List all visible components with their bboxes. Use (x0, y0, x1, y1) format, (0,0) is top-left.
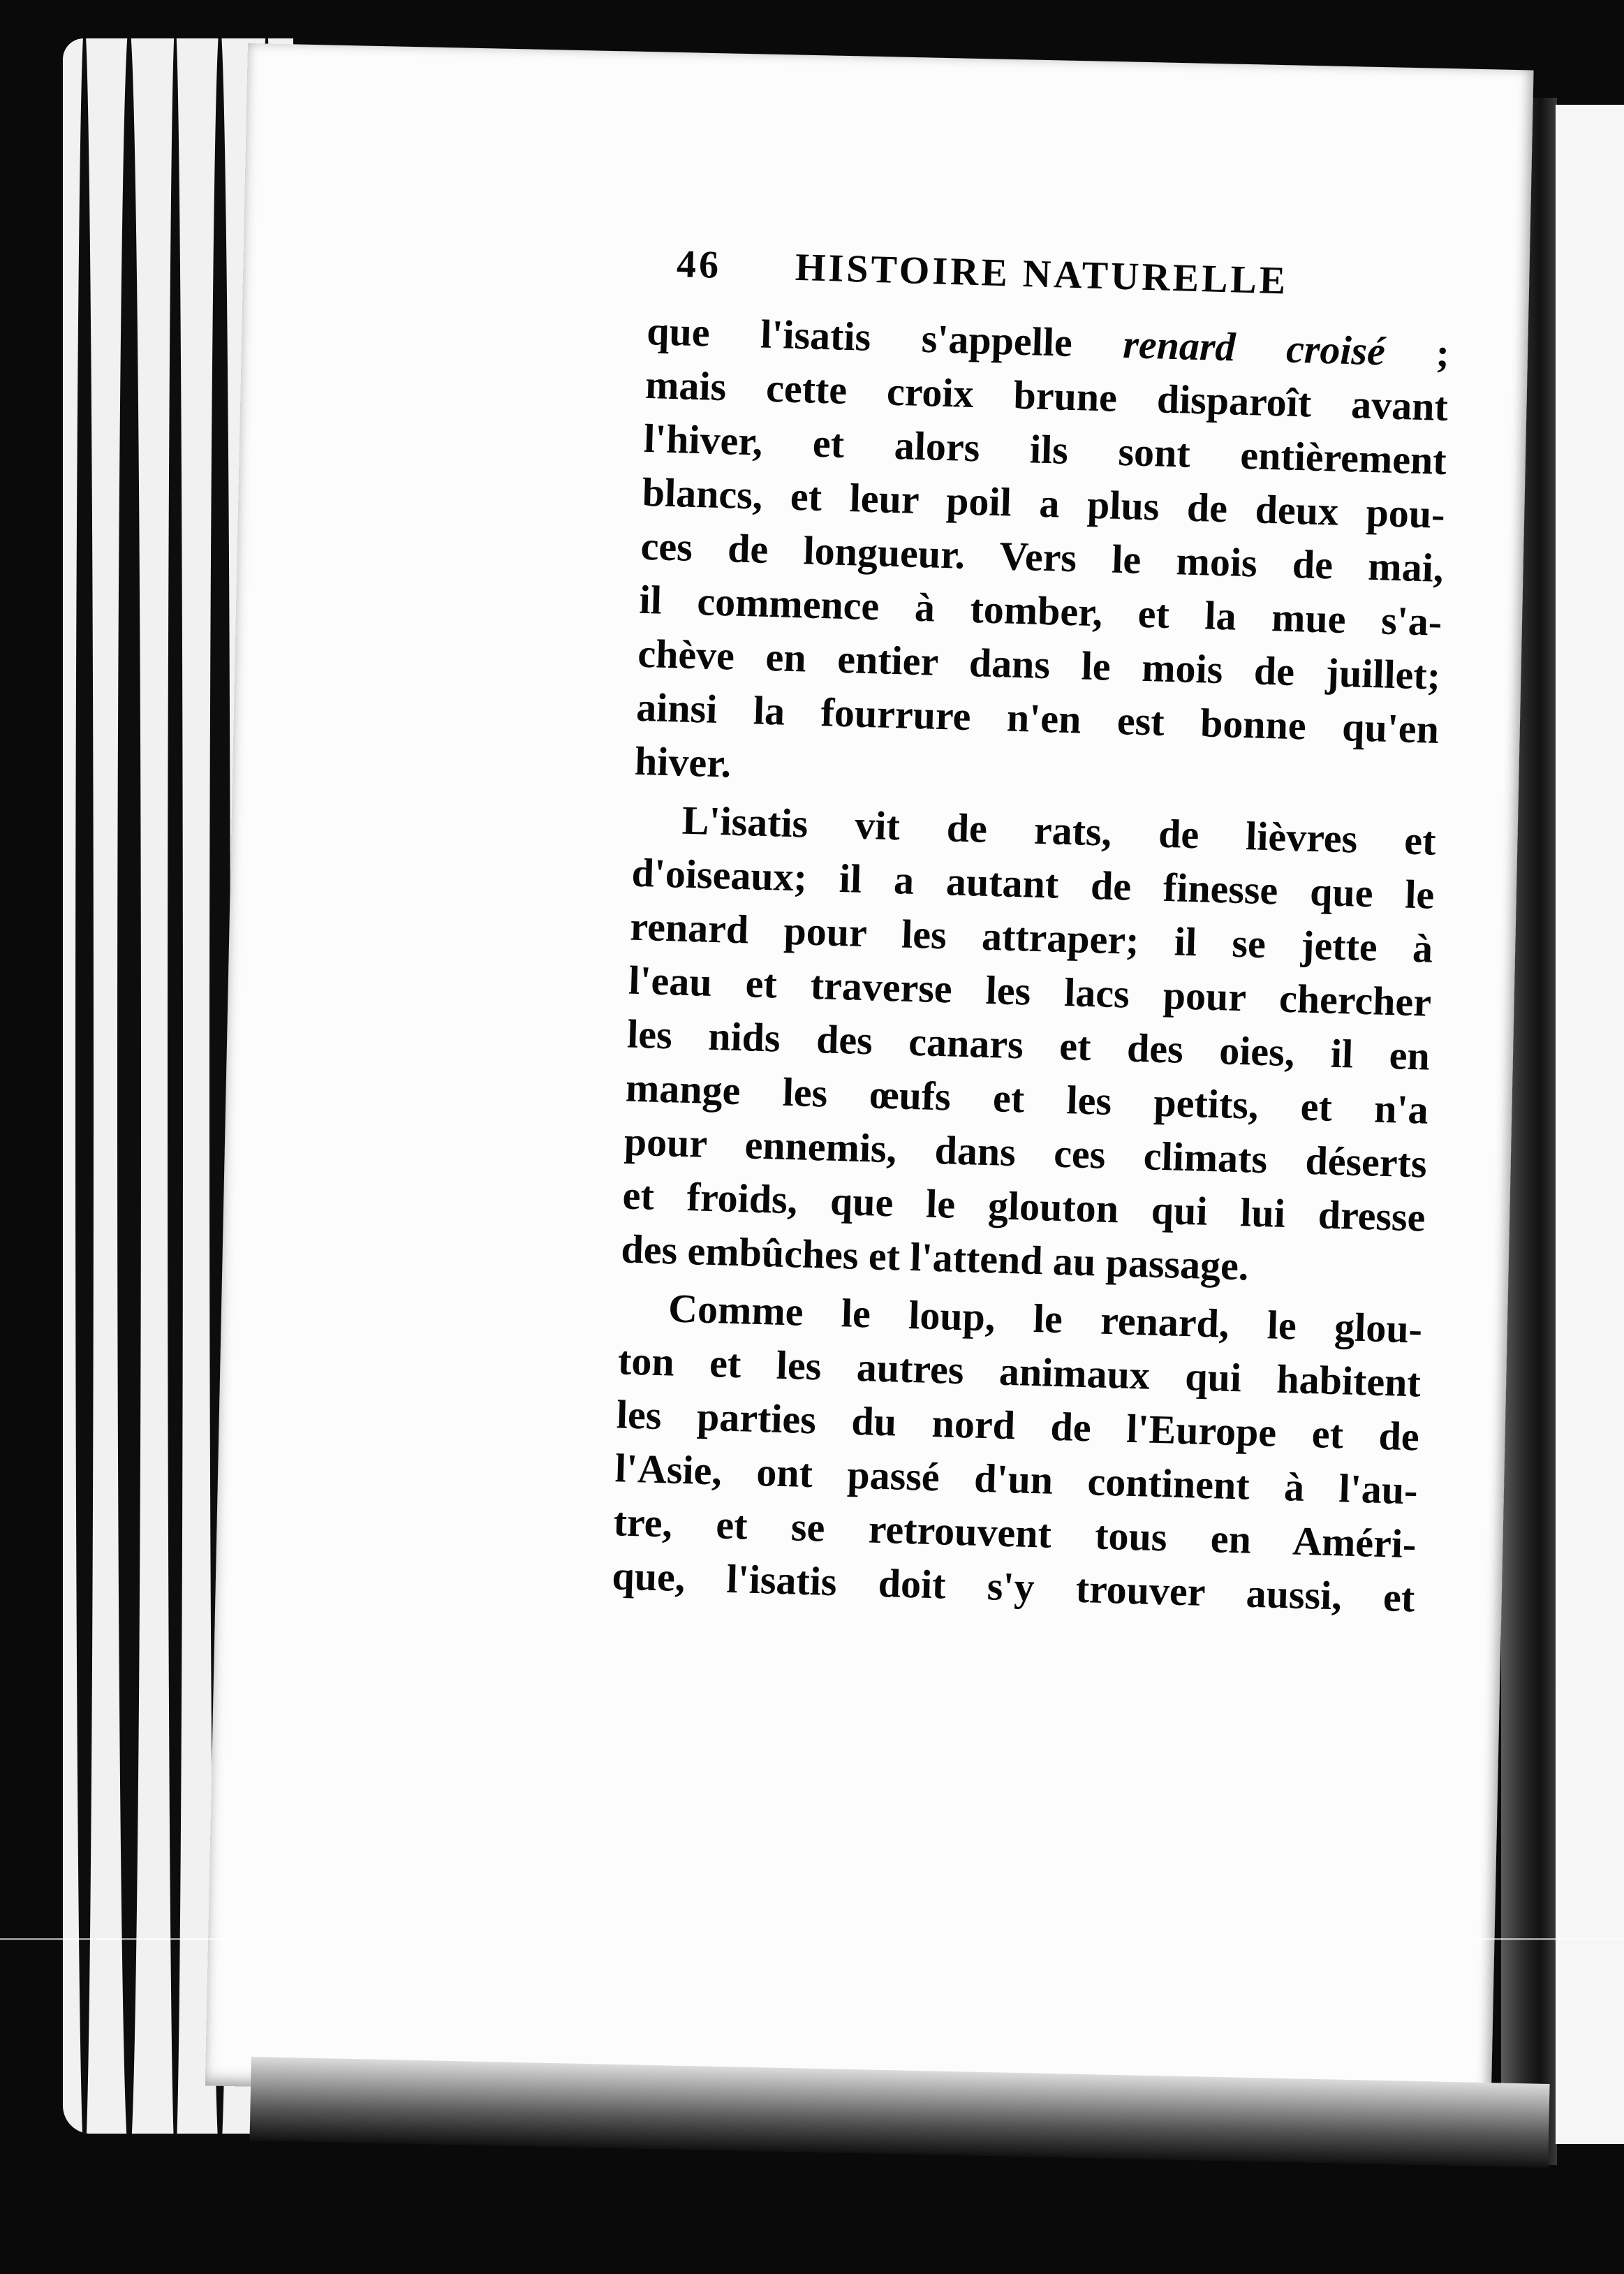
text-line: il commence à tomber, et la mue s'a- (638, 576, 1443, 645)
page-number: 46 (676, 242, 722, 287)
adjacent-page-edge (1556, 105, 1624, 2144)
scan-artifact-line (0, 1938, 1624, 1940)
text-line: renard pour les attraper; il se jette à (629, 903, 1434, 971)
text-line: et froids, que le glouton qui lui dresse (621, 1172, 1426, 1240)
text-line: l'Asie, ont passé d'un continent à l'au- (614, 1445, 1419, 1513)
text-line: les parties du nord de l'Europe et de (616, 1391, 1420, 1460)
text-line: l'eau et traverse les lacs pour chercher (628, 957, 1432, 1025)
paragraph (621, 792, 1437, 1298)
text-line: ces de longueur. Vers le mois de mai, (640, 522, 1445, 591)
page-text-block (612, 241, 1452, 1624)
text-line: Comme le loup, le renard, le glou- (667, 1285, 1423, 1352)
text-line: d'oiseaux; il a autant de finesse que le (630, 849, 1435, 918)
page-fold-shadow (117, 38, 141, 2134)
text-line: tre, et se retrouvent tous en Améri- (612, 1499, 1417, 1567)
text-line: ton et les autres animaux qui habitent (617, 1337, 1422, 1406)
running-title: HISTOIRE NATURELLE (795, 245, 1289, 303)
text-line: mais cette croix brune disparoît avant (644, 361, 1449, 430)
text-line: que, l'isatis doit s'y trouver aussi, et (611, 1553, 1416, 1621)
paragraph (612, 1279, 1423, 1624)
italic-term: renard croisé (1122, 321, 1386, 374)
paragraph (634, 304, 1450, 810)
text-line: hiver. (634, 738, 732, 786)
text-line: des embûches et l'attend au passage. (620, 1226, 1250, 1289)
text-line: mange les œufs et les petits, et n'a (625, 1064, 1429, 1133)
text-line: blancs, et leur poil a plus de deux pou- (642, 469, 1446, 537)
page-fold-shadow (168, 38, 183, 2134)
text-line: pour ennemis, dans ces climats déserts (623, 1118, 1428, 1187)
text-run: que l'isatis s'appelle (646, 307, 1124, 367)
text-line: L'isatis vit de rats, de lièvres et (681, 797, 1437, 864)
text-line: les nids des canars et des oies, il en (626, 1011, 1431, 1079)
text-run: ; (1385, 328, 1450, 376)
page-fold-shadow (75, 38, 94, 2134)
text-line: l'hiver, et alors ils sont entièrement (643, 415, 1447, 483)
text-line: chève en entier dans le mois de juillet; (637, 630, 1441, 698)
text-line: ainsi la fourrure n'en est bonne qu'en (635, 684, 1440, 752)
